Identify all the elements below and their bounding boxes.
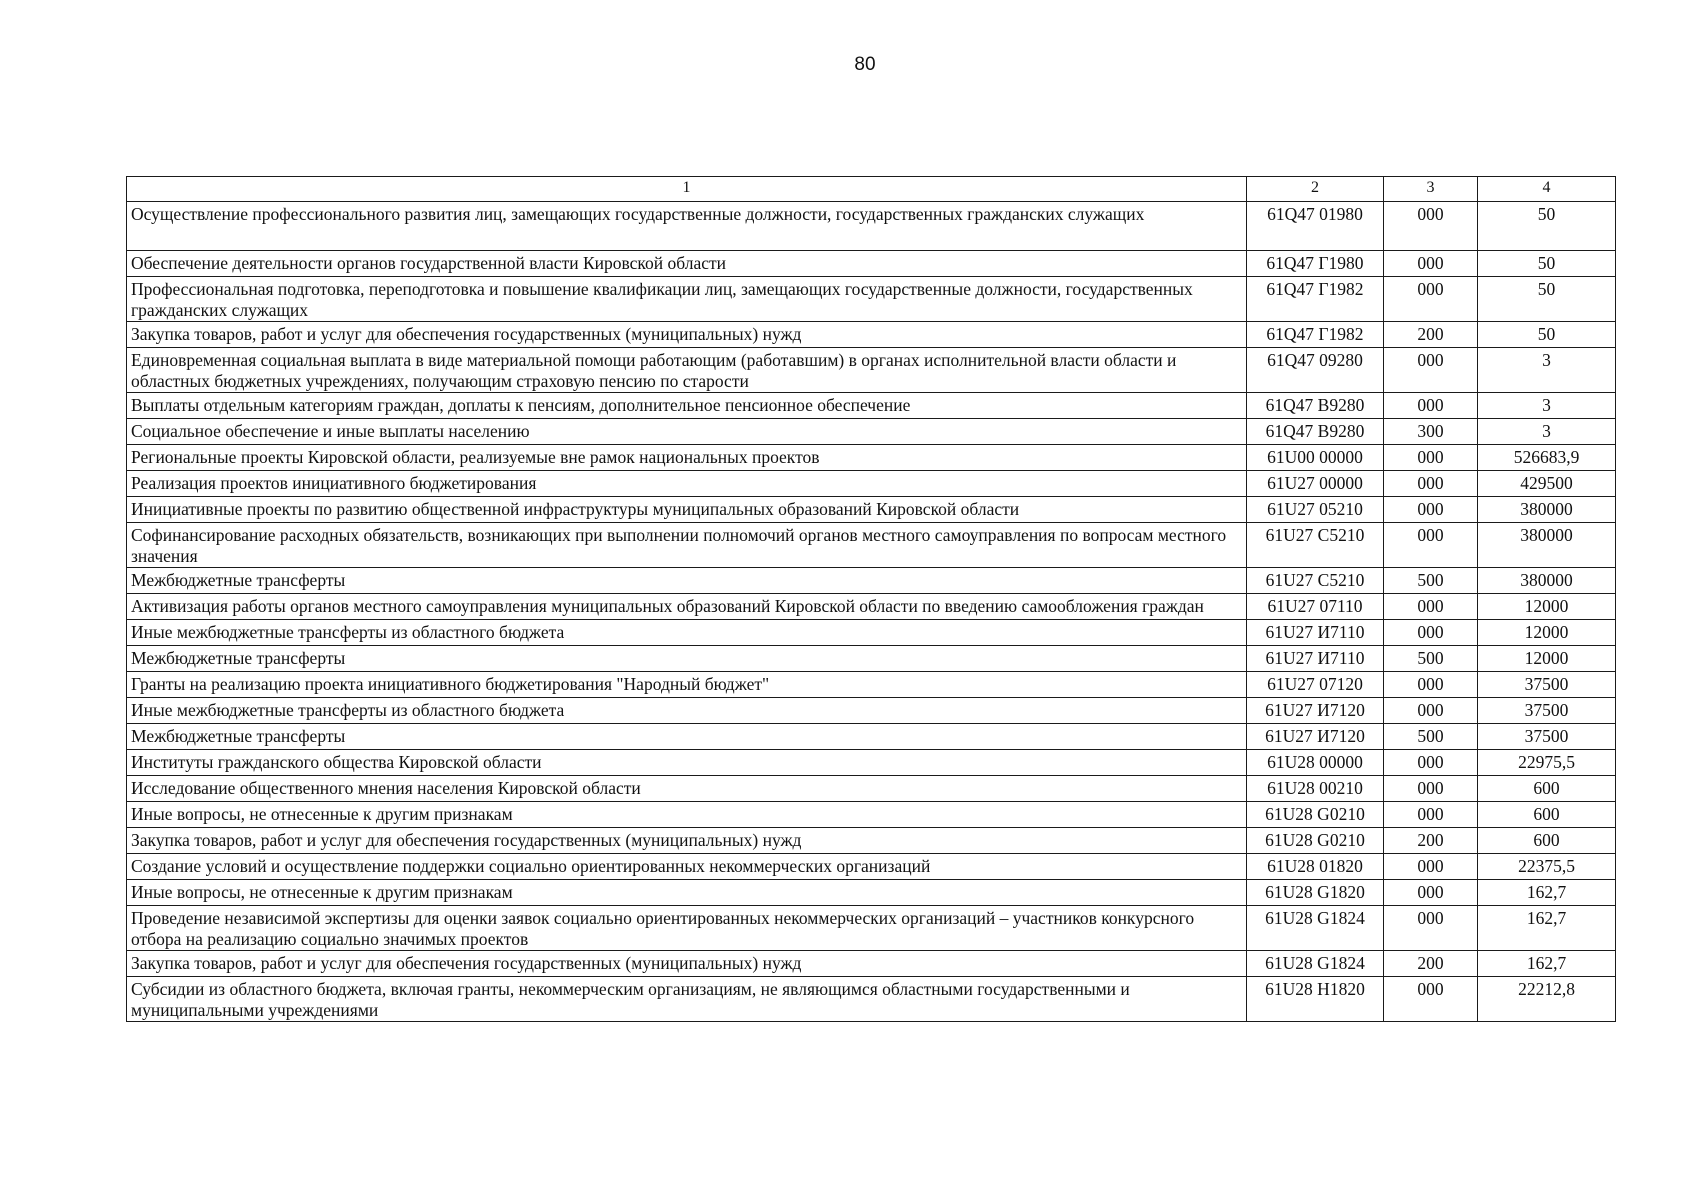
cell-amount: 600 — [1478, 776, 1616, 802]
cell-name: Межбюджетные трансферты — [127, 724, 1247, 750]
cell-type: 000 — [1384, 348, 1478, 393]
cell-name: Инициативные проекты по развитию общественной инфраструктуры муниципальных образований Кировской области — [127, 497, 1247, 523]
table-row — [127, 776, 1616, 802]
cell-code: 61U28 Н1820 — [1247, 977, 1384, 1022]
cell-code: 61U27 И7110 — [1247, 646, 1384, 672]
cell-code: 61U28 G1824 — [1247, 951, 1384, 977]
cell-code: 61U27 С5210 — [1247, 568, 1384, 594]
table-row — [127, 802, 1616, 828]
cell-name: Межбюджетные трансферты — [127, 646, 1247, 672]
cell-name: Иные межбюджетные трансферты из областного бюджета — [127, 620, 1247, 646]
cell-name: Региональные проекты Кировской области, реализуемые вне рамок национальных проектов — [127, 445, 1247, 471]
cell-type: 000 — [1384, 497, 1478, 523]
cell-type: 000 — [1384, 880, 1478, 906]
cell-code: 61Q47 01980 — [1247, 202, 1384, 251]
cell-type: 000 — [1384, 277, 1478, 322]
cell-code: 61U28 01820 — [1247, 854, 1384, 880]
cell-code: 61U27 07110 — [1247, 594, 1384, 620]
cell-amount: 380000 — [1478, 568, 1616, 594]
cell-code: 61U27 00000 — [1247, 471, 1384, 497]
cell-code: 61U00 00000 — [1247, 445, 1384, 471]
cell-name: Единовременная социальная выплата в виде материальной помощи работающим (работавшим) в органах исполнительной власти области и областных бюджетных учреждениях, получающим страховую пенсию по старости — [127, 348, 1247, 393]
cell-amount: 12000 — [1478, 620, 1616, 646]
cell-name: Активизация работы органов местного самоуправления муниципальных образований Кировской области по введению самообложения граждан — [127, 594, 1247, 620]
cell-type: 300 — [1384, 419, 1478, 445]
table-body — [127, 202, 1616, 1022]
table-row — [127, 880, 1616, 906]
cell-name: Реализация проектов инициативного бюджетирования — [127, 471, 1247, 497]
table-row — [127, 977, 1616, 1022]
header-col-2: 2 — [1247, 177, 1384, 202]
cell-code: 61U28 G1820 — [1247, 880, 1384, 906]
cell-amount: 429500 — [1478, 471, 1616, 497]
cell-amount: 380000 — [1478, 497, 1616, 523]
header-col-4: 4 — [1478, 177, 1616, 202]
cell-type: 500 — [1384, 568, 1478, 594]
cell-name: Иные вопросы, не отнесенные к другим признакам — [127, 880, 1247, 906]
table-row — [127, 828, 1616, 854]
cell-name: Субсидии из областного бюджета, включая гранты, некоммерческим организациям, не являющимся областными государственными и муниципальными учреждениями — [127, 977, 1247, 1022]
table-row — [127, 523, 1616, 568]
table-header — [127, 177, 1616, 202]
cell-amount: 162,7 — [1478, 951, 1616, 977]
cell-code: 61U28 G0210 — [1247, 828, 1384, 854]
table-row — [127, 497, 1616, 523]
cell-name: Исследование общественного мнения населения Кировской области — [127, 776, 1247, 802]
cell-amount: 12000 — [1478, 646, 1616, 672]
cell-code: 61Q47 Г1980 — [1247, 251, 1384, 277]
header-row — [127, 177, 1616, 202]
cell-code: 61U27 И7120 — [1247, 724, 1384, 750]
table-row — [127, 698, 1616, 724]
header-col-3: 3 — [1384, 177, 1478, 202]
cell-name: Создание условий и осуществление поддержки социально ориентированных некоммерческих организаций — [127, 854, 1247, 880]
cell-type: 000 — [1384, 698, 1478, 724]
cell-amount: 3 — [1478, 348, 1616, 393]
cell-code: 61Q47 Г1982 — [1247, 322, 1384, 348]
cell-code: 61Q47 В9280 — [1247, 419, 1384, 445]
cell-type: 200 — [1384, 322, 1478, 348]
cell-code: 61Q47 09280 — [1247, 348, 1384, 393]
table-row — [127, 594, 1616, 620]
cell-amount: 162,7 — [1478, 906, 1616, 951]
table-row — [127, 724, 1616, 750]
cell-amount: 37500 — [1478, 672, 1616, 698]
table-row — [127, 251, 1616, 277]
cell-code: 61U27 05210 — [1247, 497, 1384, 523]
table-row — [127, 906, 1616, 951]
page-number: 80 — [854, 54, 876, 75]
cell-amount: 380000 — [1478, 523, 1616, 568]
cell-type: 000 — [1384, 471, 1478, 497]
table-row — [127, 348, 1616, 393]
cell-type: 000 — [1384, 802, 1478, 828]
table-row — [127, 277, 1616, 322]
cell-type: 000 — [1384, 906, 1478, 951]
cell-name: Проведение независимой экспертизы для оценки заявок социально ориентированных некоммерческих организаций – участников конкурсного отбора на реализацию социально значимых проектов — [127, 906, 1247, 951]
cell-name: Закупка товаров, работ и услуг для обеспечения государственных (муниципальных) нужд — [127, 828, 1247, 854]
cell-code: 61U28 00000 — [1247, 750, 1384, 776]
cell-name: Софинансирование расходных обязательств, возникающих при выполнении полномочий органов местного самоуправления по вопросам местного значения — [127, 523, 1247, 568]
cell-name: Закупка товаров, работ и услуг для обеспечения государственных (муниципальных) нужд — [127, 951, 1247, 977]
table-row — [127, 471, 1616, 497]
cell-code: 61U27 И7110 — [1247, 620, 1384, 646]
cell-type: 000 — [1384, 977, 1478, 1022]
cell-amount: 37500 — [1478, 698, 1616, 724]
cell-amount: 3 — [1478, 393, 1616, 419]
cell-name: Иные межбюджетные трансферты из областного бюджета — [127, 698, 1247, 724]
cell-code: 61Q47 В9280 — [1247, 393, 1384, 419]
table-row — [127, 419, 1616, 445]
table-row — [127, 951, 1616, 977]
table-row — [127, 568, 1616, 594]
cell-amount: 600 — [1478, 828, 1616, 854]
cell-type: 000 — [1384, 750, 1478, 776]
cell-code: 61U27 И7120 — [1247, 698, 1384, 724]
cell-code: 61U27 07120 — [1247, 672, 1384, 698]
cell-code: 61Q47 Г1982 — [1247, 277, 1384, 322]
cell-type: 000 — [1384, 251, 1478, 277]
cell-amount: 50 — [1478, 277, 1616, 322]
cell-type: 000 — [1384, 445, 1478, 471]
cell-type: 000 — [1384, 393, 1478, 419]
table-row — [127, 445, 1616, 471]
table-row — [127, 672, 1616, 698]
cell-name: Социальное обеспечение и иные выплаты населению — [127, 419, 1247, 445]
cell-type: 500 — [1384, 646, 1478, 672]
cell-amount: 50 — [1478, 251, 1616, 277]
cell-type: 000 — [1384, 202, 1478, 251]
cell-name: Иные вопросы, не отнесенные к другим признакам — [127, 802, 1247, 828]
table-row — [127, 854, 1616, 880]
cell-type: 200 — [1384, 951, 1478, 977]
cell-name: Гранты на реализацию проекта инициативного бюджетирования "Народный бюджет" — [127, 672, 1247, 698]
cell-name: Выплаты отдельным категориям граждан, доплаты к пенсиям, дополнительное пенсионное обеспечение — [127, 393, 1247, 419]
cell-type: 000 — [1384, 672, 1478, 698]
cell-type: 200 — [1384, 828, 1478, 854]
cell-type: 000 — [1384, 854, 1478, 880]
cell-name: Институты гражданского общества Кировской области — [127, 750, 1247, 776]
cell-type: 000 — [1384, 594, 1478, 620]
cell-amount: 37500 — [1478, 724, 1616, 750]
table-row — [127, 620, 1616, 646]
cell-type: 000 — [1384, 523, 1478, 568]
cell-name: Закупка товаров, работ и услуг для обеспечения государственных (муниципальных) нужд — [127, 322, 1247, 348]
cell-amount: 162,7 — [1478, 880, 1616, 906]
table-row — [127, 202, 1616, 251]
cell-amount: 50 — [1478, 322, 1616, 348]
cell-name: Осуществление профессионального развития лиц, замещающих государственные должности, государственных гражданских служащих — [127, 202, 1247, 251]
cell-code: 61U28 G0210 — [1247, 802, 1384, 828]
cell-amount: 50 — [1478, 202, 1616, 251]
cell-type: 500 — [1384, 724, 1478, 750]
table-row — [127, 646, 1616, 672]
cell-amount: 22375,5 — [1478, 854, 1616, 880]
budget-table — [126, 176, 1616, 1022]
table-row — [127, 393, 1616, 419]
cell-name: Обеспечение деятельности органов государственной власти Кировской области — [127, 251, 1247, 277]
cell-amount: 600 — [1478, 802, 1616, 828]
cell-amount: 22975,5 — [1478, 750, 1616, 776]
cell-code: 61U28 G1824 — [1247, 906, 1384, 951]
cell-amount: 22212,8 — [1478, 977, 1616, 1022]
cell-amount: 3 — [1478, 419, 1616, 445]
table-row — [127, 750, 1616, 776]
cell-type: 000 — [1384, 620, 1478, 646]
cell-name: Профессиональная подготовка, переподготовка и повышение квалификации лиц, замещающих государственные должности, государственных гражданских служащих — [127, 277, 1247, 322]
header-col-1: 1 — [127, 177, 1247, 202]
cell-code: 61U28 00210 — [1247, 776, 1384, 802]
cell-name: Межбюджетные трансферты — [127, 568, 1247, 594]
cell-amount: 526683,9 — [1478, 445, 1616, 471]
cell-code: 61U27 С5210 — [1247, 523, 1384, 568]
cell-type: 000 — [1384, 776, 1478, 802]
cell-amount: 12000 — [1478, 594, 1616, 620]
table-row — [127, 322, 1616, 348]
